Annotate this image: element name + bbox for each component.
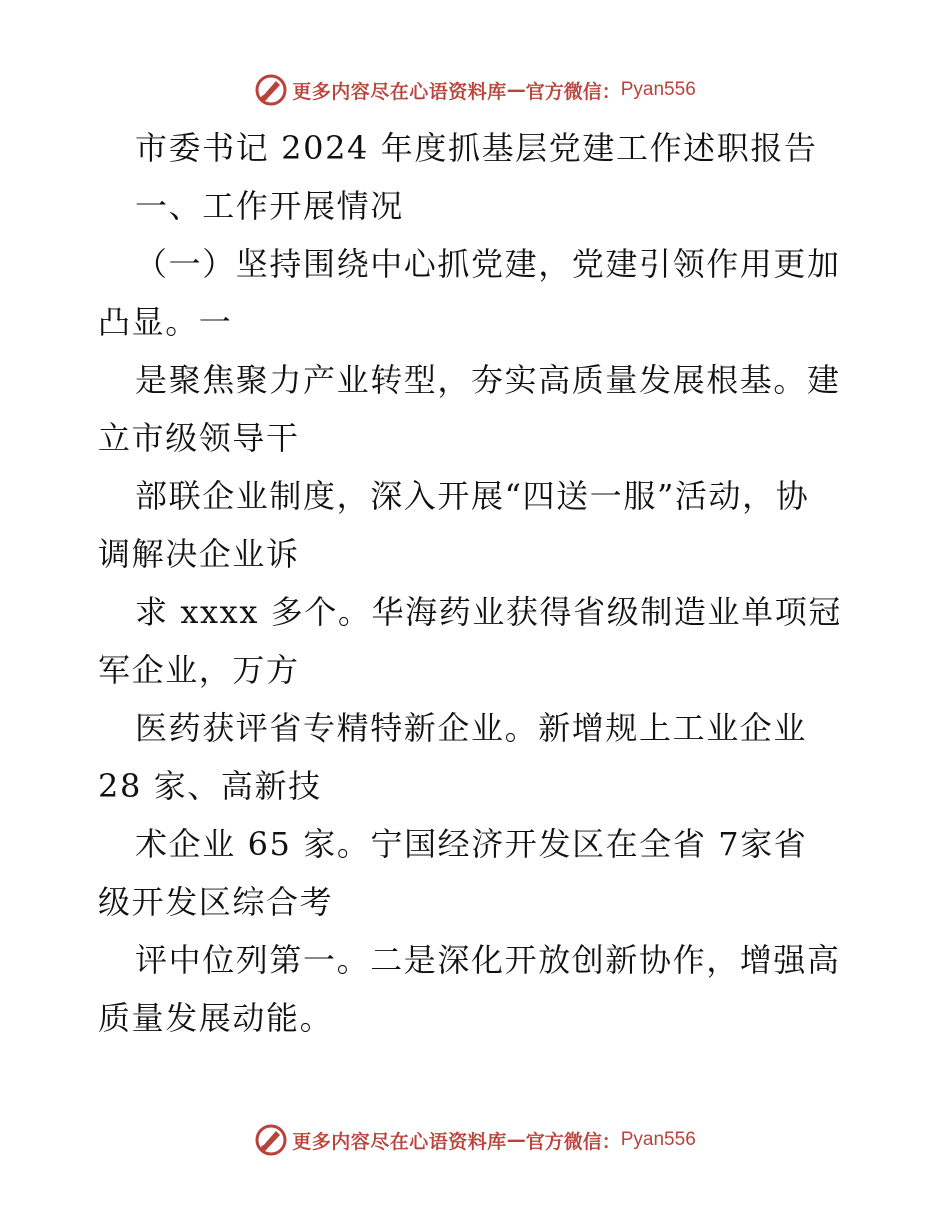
paragraph-line: 28 家、高新技	[98, 767, 322, 805]
banner-site-name: 更多内容尽在心语资料库	[292, 1130, 507, 1153]
document-title: 市委书记 2024 年度抓基层党建工作述职报告	[135, 129, 818, 167]
paragraph-line: 级开发区综合考	[98, 883, 334, 921]
banner-wechat-id: Pyan556	[620, 79, 696, 100]
paragraph-line: （一）坚持围绕中心抓党建，党建引领作用更加	[135, 245, 841, 283]
section-heading: 一、工作开展情况	[135, 187, 404, 225]
banner-wechat-label: 官方微信：	[525, 80, 621, 103]
banner-site-name: 更多内容尽在心语资料库	[292, 80, 507, 103]
banner-separator: —	[506, 79, 526, 101]
paragraph-line: 是聚焦聚力产业转型，夯实高质量发展根基。建	[135, 361, 841, 399]
paragraph-line: 立市级领导干	[98, 419, 300, 457]
paragraph-line: 评中位列第一。二是深化开放创新协作，增强高	[135, 941, 841, 979]
banner-separator: —	[506, 1129, 526, 1151]
banner-wechat-label: 官方微信：	[525, 1130, 621, 1153]
paragraph-line: 凸显。一	[98, 303, 233, 341]
header-watermark-banner	[0, 70, 950, 110]
paragraph-line: 调解决企业诉	[98, 535, 300, 573]
paragraph-line: 部联企业制度，深入开展“四送一服”活动，协	[135, 477, 810, 515]
paragraph-line: 医药获评省专精特新企业。新增规上工业企业	[135, 709, 808, 747]
banner-wechat-id: Pyan556	[620, 1129, 696, 1150]
brush-logo-icon	[254, 73, 288, 107]
footer-watermark-banner	[0, 1120, 950, 1160]
paragraph-line: 求 xxxx 多个。华海药业获得省级制造业单项冠	[135, 593, 842, 631]
paragraph-line: 质量发展动能。	[98, 999, 334, 1037]
brush-logo-icon	[254, 1123, 288, 1157]
paragraph-line: 军企业，万方	[98, 651, 300, 689]
paragraph-line: 术企业 65 家。宁国经济开发区在全省 7家省	[135, 825, 808, 863]
